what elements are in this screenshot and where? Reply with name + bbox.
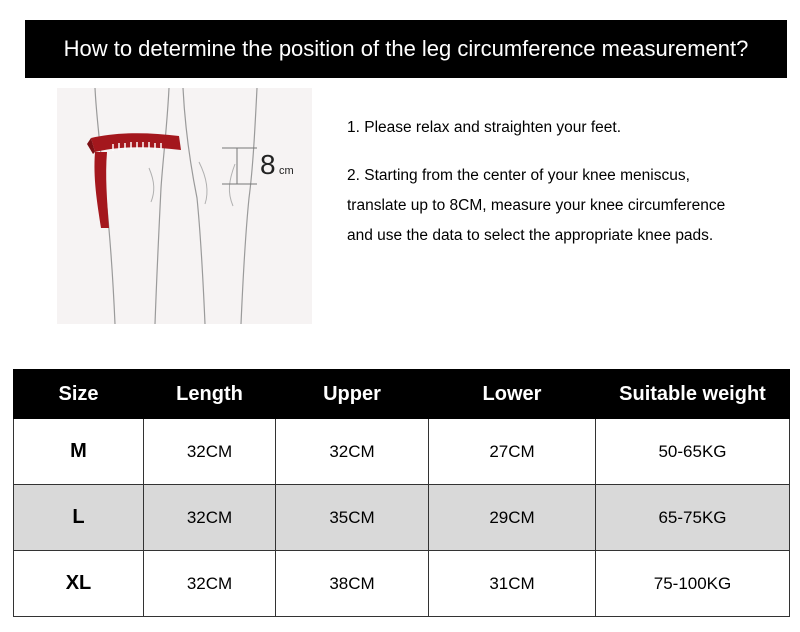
- weight-cell: 50-65KG: [596, 419, 790, 485]
- table-row: [14, 485, 790, 551]
- length-cell: 32CM: [144, 485, 276, 551]
- lower-cell: 31CM: [429, 551, 596, 617]
- instruction-step-2-line-2: translate up to 8CM, measure your knee circumference: [347, 197, 726, 214]
- upper-cell: 35CM: [276, 485, 429, 551]
- lower-cell: 29CM: [429, 485, 596, 551]
- size-cell: L: [14, 485, 144, 551]
- upper-cell: 38CM: [276, 551, 429, 617]
- weight-cell: 75-100KG: [596, 551, 790, 617]
- weight-cell: 65-75KG: [596, 485, 790, 551]
- measure-number: 8: [260, 149, 276, 180]
- column-header-size: Size: [14, 370, 144, 419]
- instruction-step-1: 1. Please relax and straighten your feet.: [347, 119, 621, 136]
- size-cell: M: [14, 419, 144, 485]
- column-header-length: Length: [144, 370, 276, 419]
- page-title-bar: [25, 20, 787, 78]
- lower-cell: 27CM: [429, 419, 596, 485]
- table-header-row: [14, 370, 790, 419]
- column-header-upper: Upper: [276, 370, 429, 419]
- legs-diagram-icon: [57, 88, 312, 324]
- table-row: [14, 419, 790, 485]
- column-header-suitable-weight: Suitable weight: [596, 370, 790, 419]
- page-title: How to determine the position of the leg circumference measurement?: [63, 36, 749, 61]
- measure-unit: cm: [279, 165, 294, 177]
- upper-cell: 32CM: [276, 419, 429, 485]
- column-header-lower: Lower: [429, 370, 596, 419]
- size-cell: XL: [14, 551, 144, 617]
- length-cell: 32CM: [144, 419, 276, 485]
- instruction-step-2-line-1: 2. Starting from the center of your knee meniscus,: [347, 167, 690, 184]
- size-chart-table: [13, 369, 790, 617]
- length-cell: 32CM: [144, 551, 276, 617]
- instruction-step-2-line-3: and use the data to select the appropriate knee pads.: [347, 227, 714, 244]
- table-row: [14, 551, 790, 617]
- instructions: [347, 113, 792, 251]
- knee-measurement-illustration: [57, 88, 312, 324]
